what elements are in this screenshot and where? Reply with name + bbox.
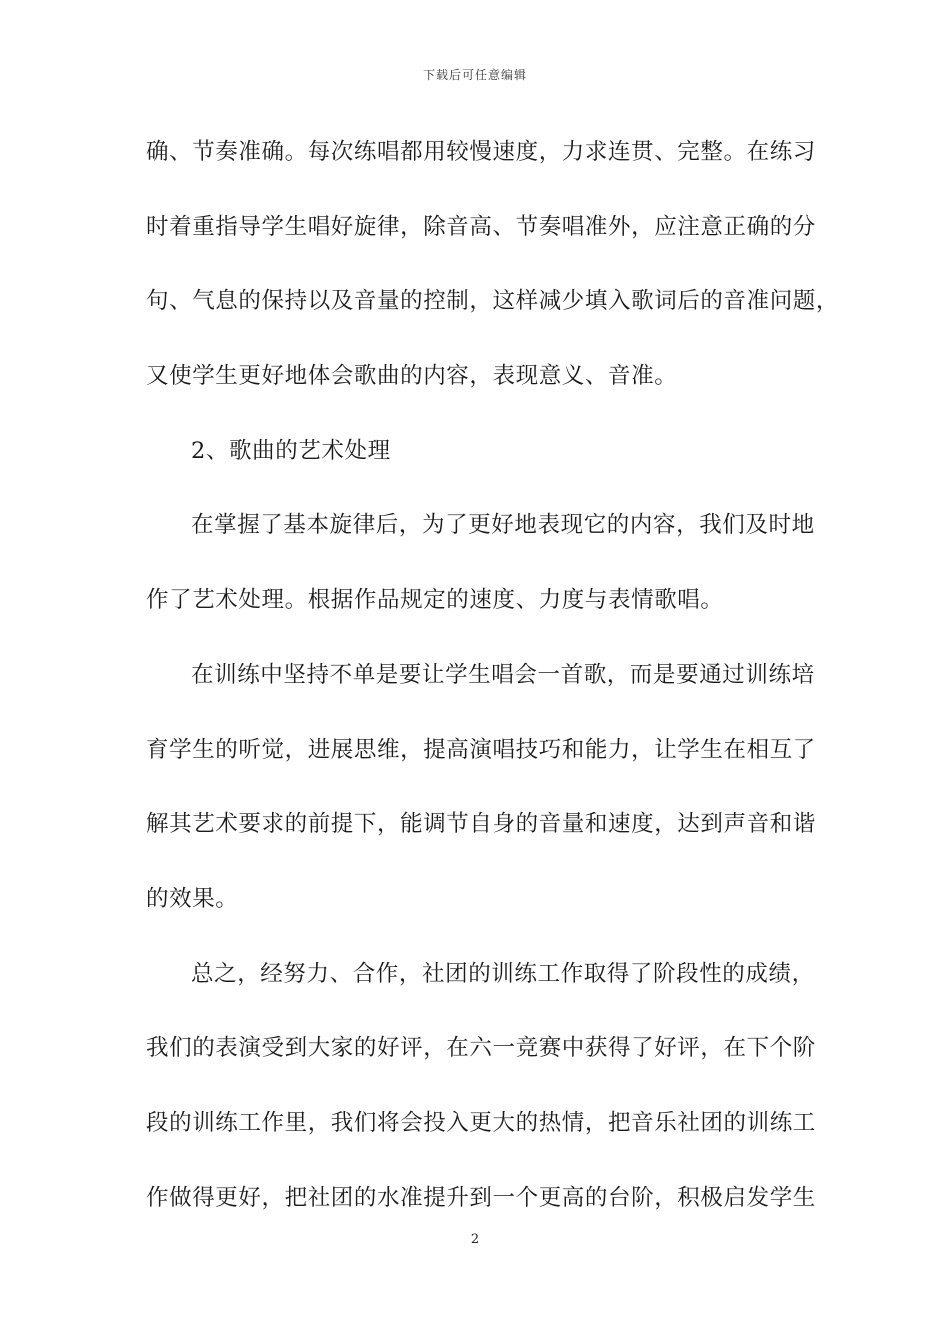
text-line: 总之，经努力、合作，社团的训练工作取得了阶段性的成绩， xyxy=(191,960,815,987)
text-line: 解其艺术要求的前提下，能调节自身的音量和速度，达到声音和谐 xyxy=(146,811,816,838)
text-line: 作了艺术处理。根据作品规定的速度、力度与表情歌唱。 xyxy=(146,587,724,614)
document-body xyxy=(146,128,840,1248)
text-line: 育学生的听觉，进展思维，提高演唱技巧和能力，让学生在相互了 xyxy=(146,736,816,763)
text-line: 我们的表演受到大家的好评，在六一竞赛中获得了好评，在下个阶 xyxy=(146,1035,816,1062)
text-line: 句、气息的保持以及音量的控制，这样减少填入歌词后的音准问题， xyxy=(146,288,840,315)
text-line: 的效果。 xyxy=(146,885,239,912)
text-line: 作做得更好，把社团的水准提升到一个更高的台阶，积极启发学生 xyxy=(146,1184,816,1211)
page-header: 下载后可任意编辑 xyxy=(422,68,527,82)
section-heading: 2、歌曲的艺术处理 xyxy=(191,437,391,464)
text-line: 在掌握了基本旋律后，为了更好地表现它的内容，我们及时地 xyxy=(191,512,815,539)
text-line: 确、节奏准确。每次练唱都用较慢速度，力求连贯、完整。在练习 xyxy=(146,139,816,165)
text-line: 又使学生更好地体会歌曲的内容，表现意义、音准。 xyxy=(146,363,678,390)
text-line: 段的训练工作里，我们将会投入更大的热情，把音乐社团的训练工 xyxy=(146,1109,816,1136)
text-line: 时着重指导学生唱好旋律，除音高、节奏唱准外，应注意正确的分 xyxy=(146,213,816,240)
text-line: 在训练中坚持不单是要让学生唱会一首歌，而是要通过训练培 xyxy=(191,661,815,688)
page-number: 2 xyxy=(470,1232,480,1247)
